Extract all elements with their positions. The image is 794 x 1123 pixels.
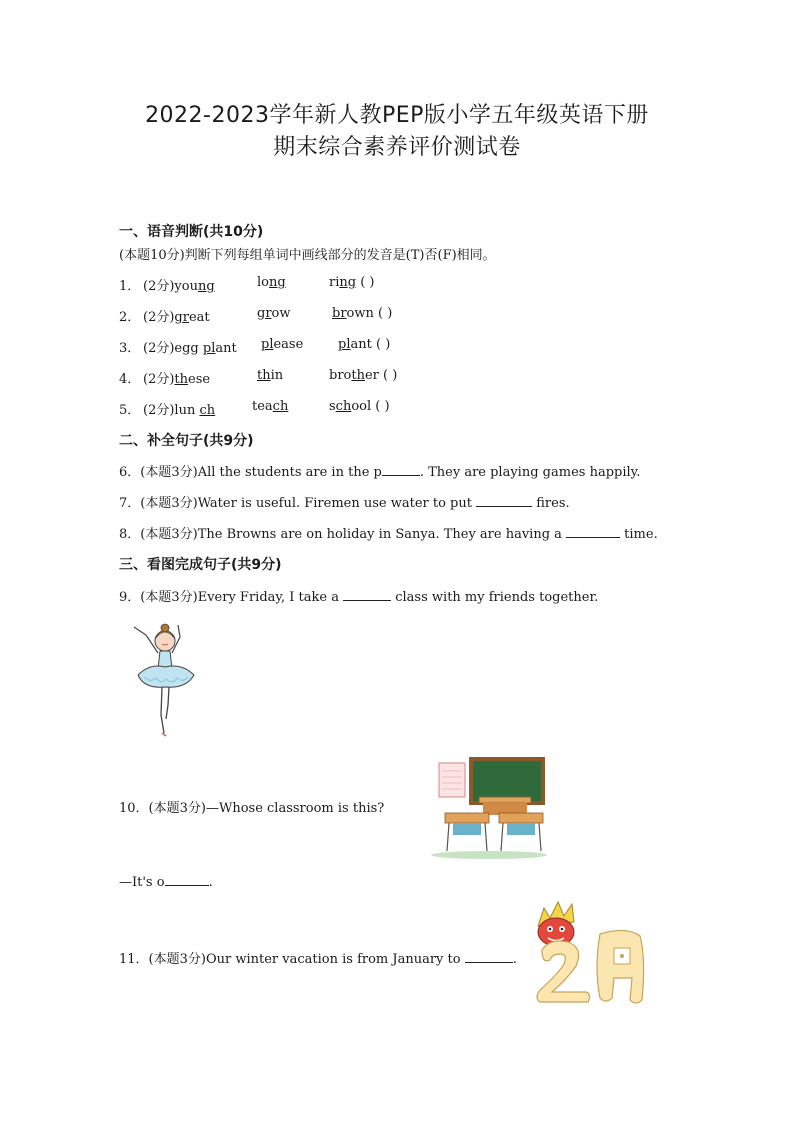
question-9: 9．(本题3分)Every Friday, I take a class with my friends together. (119, 590, 599, 605)
question-4: 4． (2分)these thin brother ( ) (119, 368, 398, 387)
answer-blank[interactable] (382, 463, 420, 476)
answer-blank[interactable] (165, 873, 209, 886)
answer-blank[interactable] (476, 494, 532, 507)
classroom-image (427, 755, 552, 860)
question-3: 3． (2分)egg plant please plant ( ) (119, 337, 391, 356)
question-8: 8．(本题3分)The Browns are on holiday in Sanya. They are having a time. (119, 527, 658, 542)
answer-blank[interactable] (566, 525, 620, 538)
section1-instruction: (本题10分)判断下列每组单词中画线部分的发音是(T)否(F)相同。 (119, 248, 496, 263)
question-6: 6．(本题3分)All the students are in the p . They are playing games happily. (119, 465, 641, 480)
section1-heading: 一、语音判断(共10分) (119, 224, 264, 240)
answer-blank[interactable] (465, 950, 513, 963)
ballerina-image (120, 615, 210, 740)
question-5: 5． (2分)lun ch teach school ( ) (119, 399, 390, 418)
section3-heading: 三、看图完成句子(共9分) (119, 557, 282, 573)
page-title-line2: 期末综合素养评价测试卷 (273, 135, 521, 160)
february-image (528, 898, 658, 1010)
question-7: 7．(本题3分)Water is useful. Firemen use water to put fires. (119, 496, 570, 511)
question-11: 11．(本题3分)Our winter vacation is from January to . (119, 952, 517, 967)
section2-heading: 二、补全句子(共9分) (119, 433, 254, 449)
question-1: 1． (2分)young long ring ( ) (119, 275, 375, 294)
answer-blank[interactable] (343, 588, 391, 601)
question-10: 10．(本题3分)—Whose classroom is this? (119, 801, 385, 816)
calendar-text: 2月 (648, 1004, 650, 1005)
page-title-line1: 2022-2023学年新人教PEP版小学五年级英语下册 (145, 103, 649, 128)
question-2: 2． (2分)great grow brown ( ) (119, 306, 393, 325)
question-10-answer: —It's o . (119, 875, 213, 890)
